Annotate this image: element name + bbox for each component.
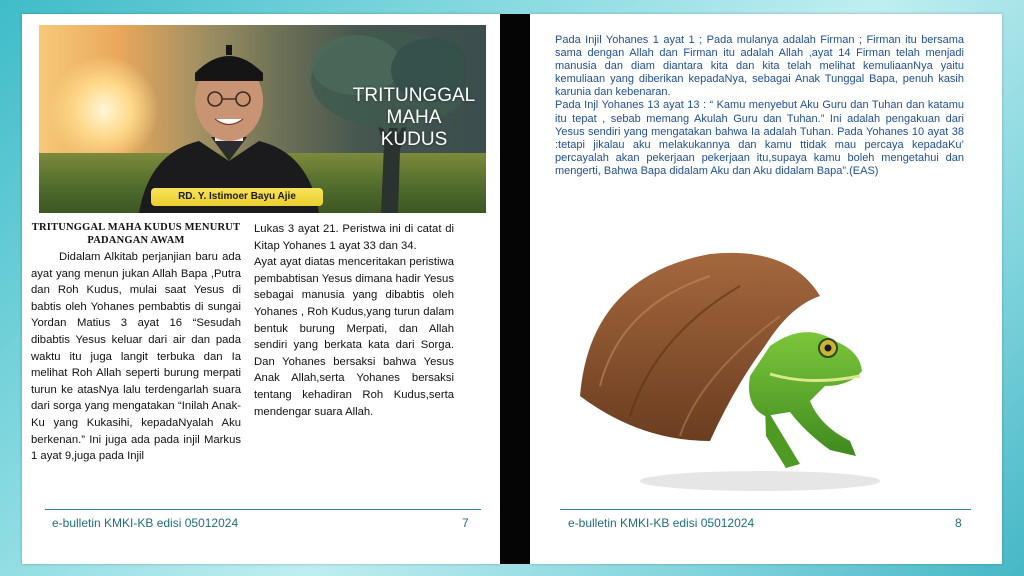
article-column-1 — [31, 221, 241, 465]
footer-rule — [560, 509, 971, 510]
article-paragraph: Lukas 3 ayat 21. Peristwa ini di catat di Kitap Yohanes 1 ayat 33 dan 34. — [254, 223, 454, 252]
banner-title — [339, 85, 486, 151]
author-name-plate: RD. Y. Istimoer Bayu Ajie — [151, 188, 323, 206]
scripture-paragraph: Pada Injil Yohanes 1 ayat 1 ; Pada mulanya adalah Firman ; Firman itu bersama sama dengan Allah dan Firman itu adalah Allah ,ayat 14 Firman telah menjadi manusia dan diam diantara kita dan kita telah melihat kemuliaanNya yaitu kemuliaan yang diberikan kepadaNya, sebagai Anak Tunggal Bapa, penuh kasih karunia dan kebenaran. — [555, 34, 964, 99]
scripture-text — [555, 34, 964, 178]
page-number: 7 — [462, 516, 469, 530]
article-title-line: TRITUNGGAL MAHA KUDUS MENURUT — [31, 222, 241, 233]
right-page — [530, 14, 1002, 564]
footer-rule — [45, 509, 481, 510]
page-number: 8 — [955, 516, 962, 530]
frog-coconut-illustration — [560, 236, 910, 501]
banner-title-line: MAHA — [386, 107, 442, 128]
book-spine — [500, 14, 530, 564]
article-paragraph: Ayat ayat diatas menceritakan peristiwa pembabtisan Yesus dimana hadir Yesus sebagai manusia yang dibabtis oleh Yohanes , Roh Kudus,yang turun dalam bentuk burung Merpati, dan Allah sendiri yang berkata kata dari Sorga. Dan Yohanes bersaksi bahwa Yesus Anak Allah,serta Yohanes bersaksi tentang kehadiran Roh Kudus,serta mendengar suara Allah. — [254, 256, 454, 418]
article-title-line: PADANGAN AWAM — [87, 235, 185, 246]
article-paragraph: Didalam Alkitab perjanjian baru ada ayat yang menun jukan Allah Bapa ,Putra dan Roh Kudus, mulai saat Yesus di babtis oleh Yohanes pembabtis di sungai Yordan Matius 3 ayat 16 “Sesudah dibabtis Yesus keluar dari air dan pada waktu itu juga langit terbuka dan Ia melihat Roh Allah seperti burung merpati turun ke atasNya lalu terdengarlah suara dari sorga yang mengatakan “Inilah Anak-Ku yang Kukasihi, kepadaNyalah Aku berkenan.” Ini juga ada pada injil Markus 1 ayat 9,juga pada Injil — [31, 251, 241, 463]
footer-label: e-bulletin KMKI-KB edisi 05012024 — [52, 516, 239, 530]
banner-title-line: TRITUNGGAL — [352, 85, 476, 106]
priest-portrait — [129, 33, 329, 213]
article-column-2 — [254, 221, 454, 420]
cover-banner — [39, 25, 486, 213]
article-title — [31, 221, 241, 247]
footer-label: e-bulletin KMKI-KB edisi 05012024 — [568, 516, 755, 530]
banner-title-line: KUDUS — [380, 129, 448, 150]
scripture-paragraph: Pada Injl Yohanes 13 ayat 13 : “ Kamu menyebut Aku Guru dan Tuhan dan katamu itu tepat , sebab memang Akulah Guru dan Tuhan.” Ini adalah pengakuan dari Yesus sendiri yang mengatakan bahwa Ia adalah Tuhan. Pada Yohanes 10 ayat 38 :tetapi jikalau aku melakukannya dan kamu ttidak mau percaya kepadaKu’ percayalah akan pekerjaan pekerjaan itu,supaya kamu boleh mengetahui dan mengerti, Bahwa Bapa didalam Aku dan Aku didalam Bapa”.(EAS) — [555, 99, 964, 177]
